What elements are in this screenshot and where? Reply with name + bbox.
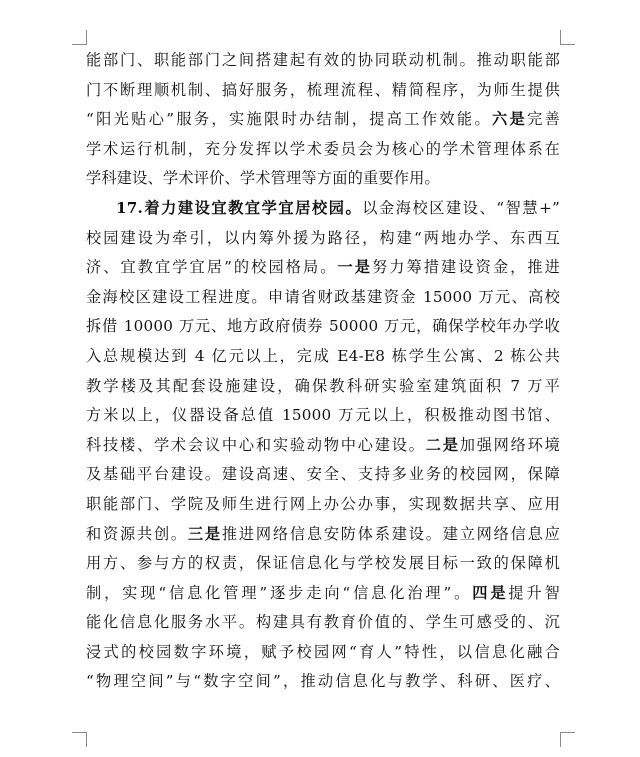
crop-mark-bottom-right bbox=[560, 732, 575, 747]
bold-text-segment: 六是 bbox=[491, 110, 528, 129]
text-segment: 门不断理顺机制、搞好服务，梳理流程、精简程序，为师生提供 bbox=[86, 80, 560, 99]
text-segment: 浸式的校园数字环境，赋予校园网“育人”特性，以信息化融合 bbox=[86, 642, 560, 661]
paragraph-line bbox=[86, 549, 560, 579]
paragraph-line bbox=[86, 431, 560, 461]
text-segment: 以金海校区建设、“智慧+” bbox=[362, 198, 560, 217]
paragraph-line bbox=[86, 608, 560, 638]
text-segment: “阳光贴心”服务，实施限时办结制，提高工作效能。 bbox=[86, 110, 492, 129]
text-segment: 科技楼、学术会议中心和实验动物中心建设。 bbox=[86, 435, 426, 454]
paragraph-line bbox=[86, 342, 560, 372]
bold-text-segment: 17.着力建设宜教宜学宜居校园。 bbox=[116, 198, 363, 217]
text-segment: 和资源共创。 bbox=[86, 524, 188, 543]
paragraph-line bbox=[86, 253, 560, 283]
paragraph-line bbox=[86, 460, 560, 490]
text-segment: “物理空间”与“数字空间”，推动信息化与教学、科研、医疗、 bbox=[86, 672, 560, 691]
crop-mark-top-right bbox=[560, 30, 575, 45]
document-body bbox=[86, 46, 560, 697]
paragraph-line bbox=[86, 46, 560, 76]
text-segment: 拆借 10000 万元、地方政府债券 50000 万元，确保学校年办学收 bbox=[86, 317, 560, 336]
text-segment: 制，实现“信息化管理”逐步走向“信息化治理”。 bbox=[86, 583, 473, 602]
paragraph-line bbox=[86, 224, 560, 254]
text-segment: 完善 bbox=[527, 110, 560, 129]
text-segment: 方米以上，仪器设备总值 15000 万元以上，积极推动图书馆、 bbox=[86, 406, 560, 425]
paragraph-line bbox=[86, 164, 560, 194]
paragraph-line bbox=[86, 283, 560, 313]
text-segment: 推进网络信息安防体系建设。建立网络信息应 bbox=[221, 524, 561, 543]
text-segment: 能化信息化服务水平。构建具有教育价值的、学生可感受的、沉 bbox=[86, 613, 560, 632]
text-segment: 金海校区建设工程进度。申请省财政基建资金 15000 万元、高校 bbox=[86, 287, 560, 306]
paragraph-line bbox=[86, 312, 560, 342]
text-segment: 校园建设为牵引，以内筹外援为路径，构建“两地办学、东西互 bbox=[86, 228, 560, 247]
paragraph-line bbox=[86, 520, 560, 550]
crop-mark-top-left bbox=[72, 30, 87, 45]
paragraph-line bbox=[86, 194, 560, 224]
paragraph-line bbox=[86, 372, 560, 402]
text-segment: 提升智 bbox=[508, 583, 560, 602]
text-segment: 及基础平台建设。建设高速、安全、支持多业务的校园网，保障 bbox=[86, 465, 560, 484]
bold-text-segment: 一是 bbox=[337, 258, 373, 277]
text-segment: 努力筹措建设资金，推进 bbox=[372, 258, 561, 277]
text-segment: 用方、参与方的权责，保证信息化与学校发展目标一致的保障机 bbox=[86, 554, 560, 573]
crop-mark-bottom-left bbox=[72, 732, 87, 747]
bold-text-segment: 三是 bbox=[187, 524, 222, 543]
bold-text-segment: 二是 bbox=[425, 435, 460, 454]
paragraph-line bbox=[86, 638, 560, 668]
text-segment: 学科建设、学术评价、学术管理等方面的重要作用。 bbox=[86, 169, 440, 188]
text-segment: 入总规模达到 4 亿元以上，完成 E4-E8 栋学生公寓、2 栋公共 bbox=[86, 346, 560, 365]
paragraph-line bbox=[86, 490, 560, 520]
bold-text-segment: 四是 bbox=[472, 583, 509, 602]
paragraph-line bbox=[86, 401, 560, 431]
paragraph-line bbox=[86, 105, 560, 135]
paragraph-line bbox=[86, 579, 560, 609]
text-segment: 职能部门、学院及师生进行网上办公办事，实现数据共享、应用 bbox=[86, 494, 560, 513]
text-segment: 济、宜教宜学宜居”的校园格局。 bbox=[86, 258, 338, 277]
text-segment: 学术运行机制，充分发挥以学术委员会为核心的学术管理体系在 bbox=[86, 139, 560, 158]
paragraph-line bbox=[86, 76, 560, 106]
text-segment: 教学楼及其配套设施建设，确保教科研实验室建筑面积 7 万平 bbox=[86, 376, 560, 395]
paragraph-line bbox=[86, 135, 560, 165]
paragraph-line bbox=[86, 667, 560, 697]
text-segment: 能部门、职能部门之间搭建起有效的协同联动机制。推动职能部 bbox=[86, 51, 560, 69]
text-segment: 加强网络环境 bbox=[459, 435, 561, 454]
